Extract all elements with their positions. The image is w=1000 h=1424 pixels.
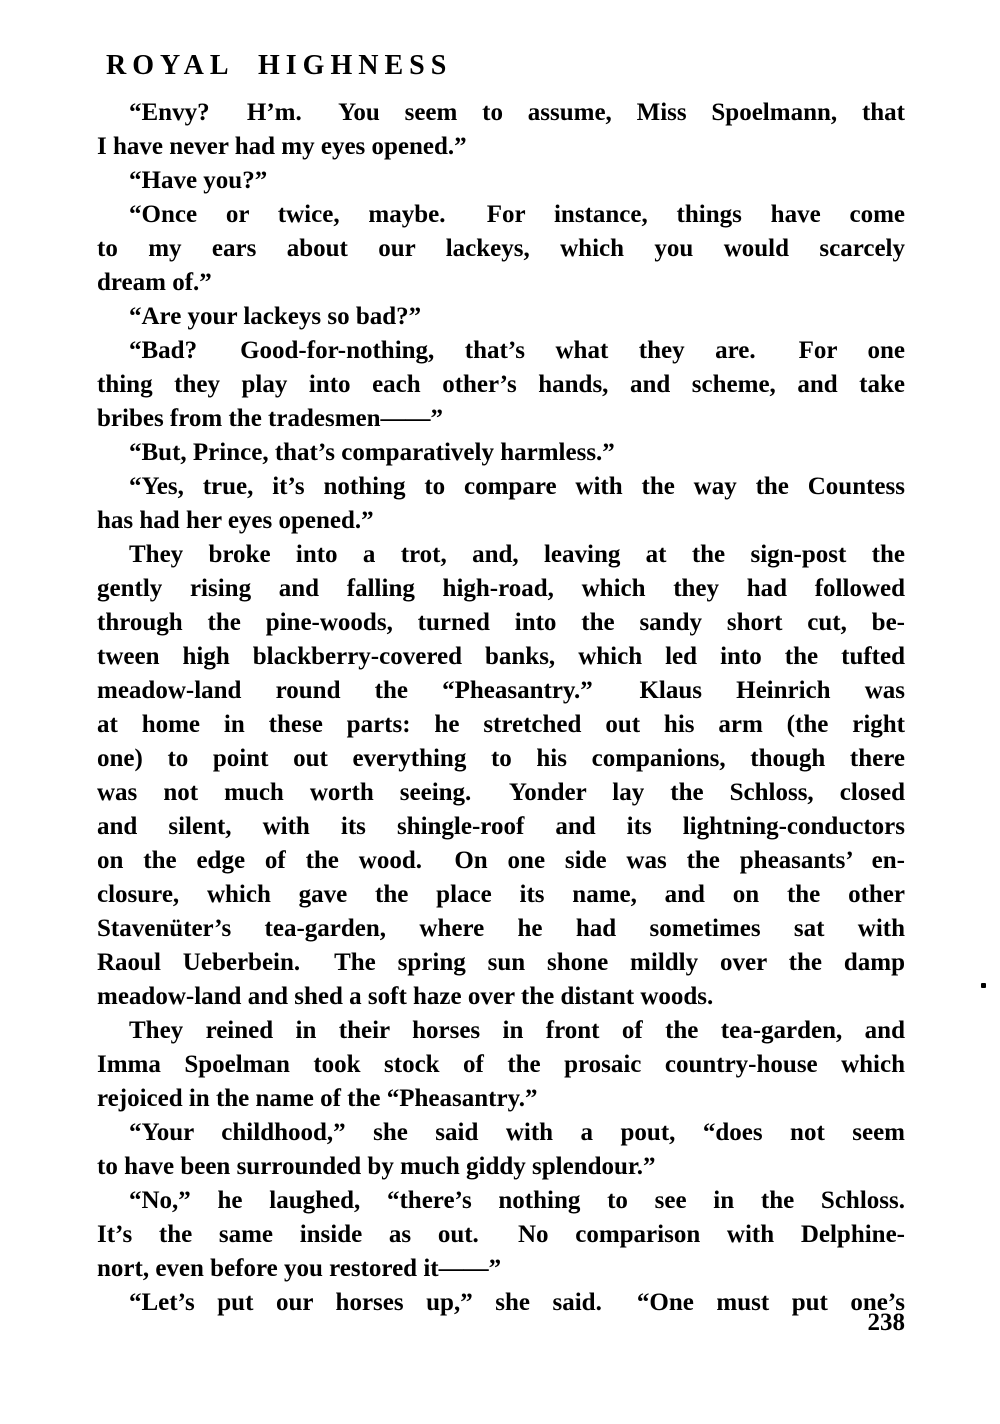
text-line: dream of.” xyxy=(97,269,212,296)
text-line: tween high blackberry-covered banks, which led into the tufted xyxy=(97,643,905,670)
text-line: to have been surrounded by much giddy splendour.” xyxy=(97,1153,656,1180)
text-line: “No,” he laughed, “there’s nothing to see in the Schloss. xyxy=(129,1187,905,1214)
text-line: on the edge of the wood. On one side was the pheasants’ en- xyxy=(97,847,905,874)
text-line: “Are your lackeys so bad?” xyxy=(129,303,422,330)
paragraph xyxy=(97,1116,905,1184)
text-line: one) to point out everything to his companions, though there xyxy=(97,745,905,772)
paragraph xyxy=(97,300,905,334)
page-number: 238 xyxy=(867,1309,905,1336)
text-line: rejoiced in the name of the “Pheasantry.” xyxy=(97,1085,538,1112)
text-line: “But, Prince, that’s comparatively harmless.” xyxy=(129,439,615,466)
text-line: gently rising and falling high-road, which they had followed xyxy=(97,575,905,602)
paragraph xyxy=(97,164,905,198)
text-line: I have never had my eyes opened.” xyxy=(97,133,467,160)
text-line: meadow-land round the “Pheasantry.” Klaus Heinrich was xyxy=(97,677,905,704)
text-line: “Yes, true, it’s nothing to compare with the way the Countess xyxy=(129,473,905,500)
text-line: Stavenüter’s tea-garden, where he had sometimes sat with xyxy=(97,915,905,942)
paragraph xyxy=(97,96,905,164)
text-line: through the pine-woods, turned into the sandy short cut, be- xyxy=(97,609,905,636)
text-line: It’s the same inside as out. No comparison with Delphine- xyxy=(97,1221,905,1248)
text-line: nort, even before you restored it——” xyxy=(97,1255,502,1282)
text-line: and silent, with its shingle-roof and its lightning-conductors xyxy=(97,813,905,840)
text-line: at home in these parts: he stretched out his arm (the right xyxy=(97,711,905,738)
paragraph xyxy=(97,1184,905,1286)
text-line: “Have you?” xyxy=(129,167,268,194)
text-line: bribes from the tradesmen——” xyxy=(97,405,444,432)
paragraph xyxy=(97,538,905,1014)
scan-speck xyxy=(981,983,986,988)
text-line: meadow-land and shed a soft haze over the distant woods. xyxy=(97,983,714,1010)
paragraph xyxy=(97,436,905,470)
text-line: “Once or twice, maybe. For instance, things have come xyxy=(129,201,905,228)
text-line: has had her eyes opened.” xyxy=(97,507,374,534)
paragraph xyxy=(97,470,905,538)
text-line: closure, which gave the place its name, and on the other xyxy=(97,881,905,908)
text-line: to my ears about our lackeys, which you would scarcely xyxy=(97,235,905,262)
text-line: was not much worth seeing. Yonder lay the Schloss, closed xyxy=(97,779,905,806)
paragraph xyxy=(97,334,905,436)
text-line: They reined in their horses in front of the tea-garden, and xyxy=(129,1017,905,1044)
text-line: They broke into a trot, and, leaving at the sign-post the xyxy=(129,541,905,568)
text-line: Imma Spoelman took stock of the prosaic country-house which xyxy=(97,1051,905,1078)
text-line: “Let’s put our horses up,” she said. “One must put one’s xyxy=(129,1289,905,1316)
text-line: thing they play into each other’s hands, and scheme, and take xyxy=(97,371,905,398)
text-line: “Bad? Good-for-nothing, that’s what they are. For one xyxy=(129,337,905,364)
paragraph xyxy=(97,1014,905,1116)
text-block xyxy=(97,96,905,1320)
paragraph xyxy=(97,198,905,300)
running-header: ROYAL HIGHNESS xyxy=(106,50,453,81)
text-line: Raoul Ueberbein. The spring sun shone mildly over the damp xyxy=(97,949,905,976)
text-line: “Your childhood,” she said with a pout, “does not seem xyxy=(129,1119,905,1146)
text-line: “Envy? H’m. You seem to assume, Miss Spoelmann, that xyxy=(129,99,905,126)
